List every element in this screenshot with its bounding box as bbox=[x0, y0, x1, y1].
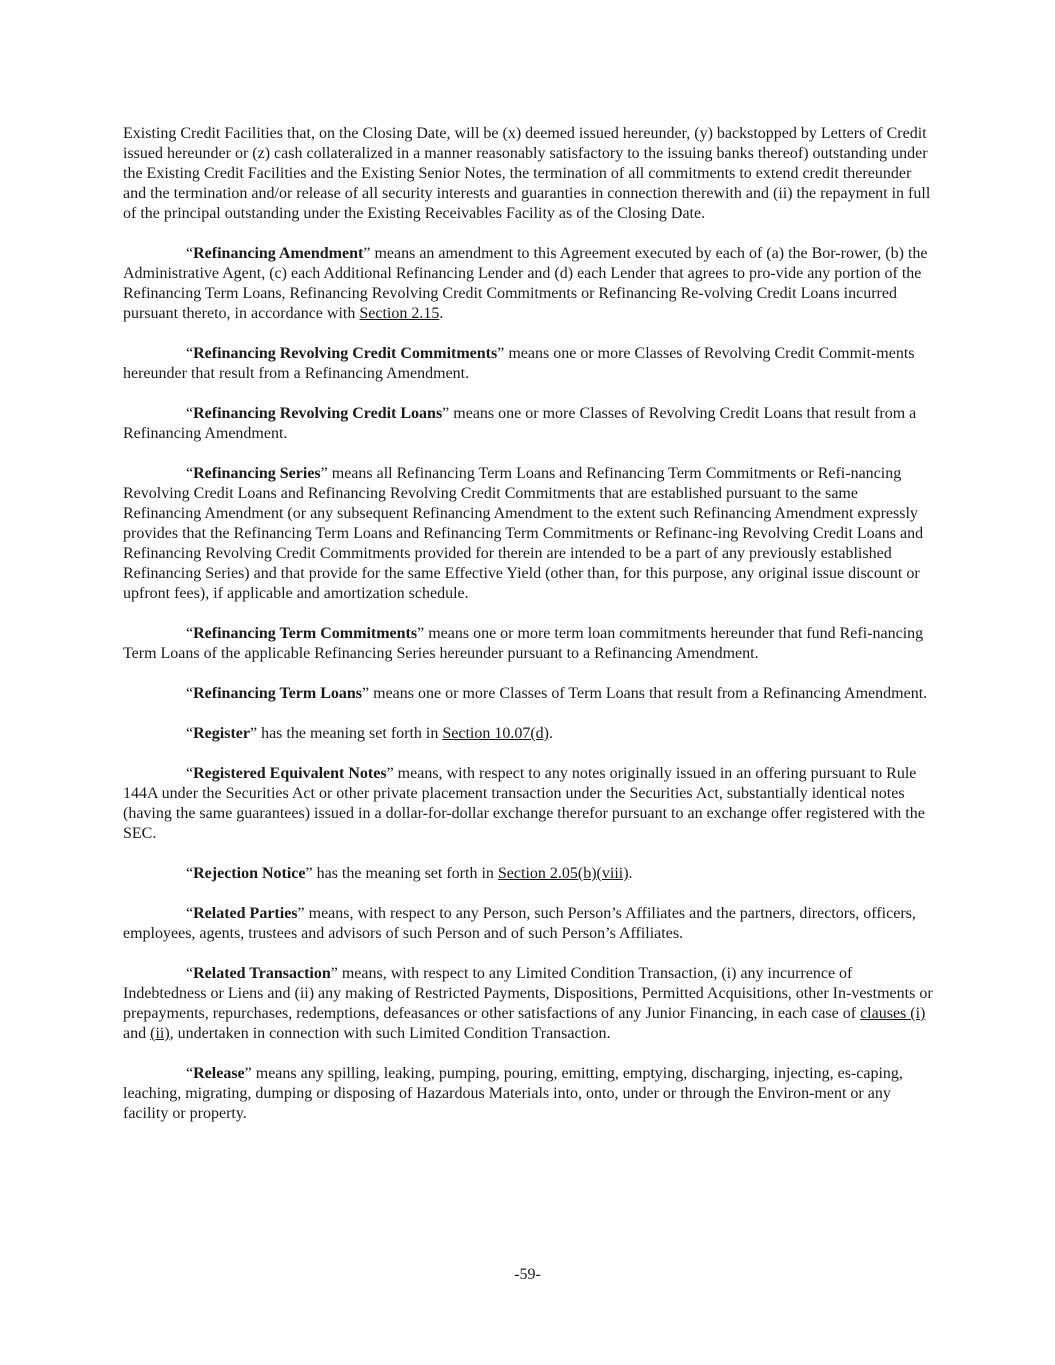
intro-paragraph: Existing Credit Facilities that, on the Closing Date, will be (x) deemed issued hereunder, (y) backstopped by Letters of Credit issued hereunder or (z) cash collateralized in a manner reasonably satisfactory to the issuing banks thereof) outstanding under the Existing Credit Facilities and the Existing Senior Notes, the termination of all commitments to extend credit thereunder and the termination and/or release of all security interests and guaranties in connection therewith and (ii) the repayment in full of the principal outstanding under the Existing Receivables Facility as of the Closing Date. bbox=[123, 125, 931, 222]
definition-refinancing-series bbox=[123, 464, 933, 604]
definition-mid: and bbox=[123, 1025, 151, 1042]
definition-tail: . bbox=[549, 725, 554, 742]
section-reference: Section 2.15 bbox=[359, 305, 440, 322]
definition-tail: . bbox=[439, 305, 444, 322]
open-quote: “ bbox=[186, 905, 194, 922]
page-number: -59- bbox=[514, 1266, 541, 1283]
definition-tail: . bbox=[628, 865, 633, 882]
definition-refinancing-revolving-credit-loans bbox=[123, 404, 933, 444]
open-quote: “ bbox=[186, 245, 194, 262]
definition-text: ” has the meaning set forth in bbox=[305, 865, 498, 882]
defined-term: Related Transaction bbox=[193, 965, 331, 982]
open-quote: “ bbox=[186, 1065, 194, 1082]
definition-refinancing-term-commitments bbox=[123, 624, 933, 664]
defined-term: Rejection Notice bbox=[193, 865, 306, 882]
clause-reference: clauses (i) bbox=[860, 1005, 926, 1022]
definition-register bbox=[123, 724, 933, 744]
defined-term: Refinancing Series bbox=[193, 465, 321, 482]
defined-term: Refinancing Revolving Credit Commitments bbox=[193, 345, 498, 362]
defined-term: Release bbox=[193, 1065, 245, 1082]
definition-release bbox=[123, 1064, 933, 1124]
definition-text: ” means, with respect to any Person, such Person’s Affiliates and the partners, directors, officers, employees, agents, trustees and advisors of such Person and of such Person’s Affiliates. bbox=[123, 905, 916, 942]
open-quote: “ bbox=[186, 685, 194, 702]
defined-term: Refinancing Revolving Credit Loans bbox=[193, 405, 443, 422]
open-quote: “ bbox=[186, 625, 194, 642]
definition-text: ” means one or more Classes of Term Loans that result from a Refinancing Amendment. bbox=[362, 685, 928, 702]
definition-related-parties bbox=[123, 904, 933, 944]
section-reference: Section 10.07(d) bbox=[442, 725, 550, 742]
defined-term: Register bbox=[193, 725, 250, 742]
open-quote: “ bbox=[186, 765, 194, 782]
open-quote: “ bbox=[186, 345, 194, 362]
clause-reference: (ii) bbox=[150, 1025, 170, 1042]
open-quote: “ bbox=[186, 725, 194, 742]
defined-term: Refinancing Term Commitments bbox=[193, 625, 418, 642]
definition-tail: , undertaken in connection with such Limited Condition Transaction. bbox=[169, 1025, 611, 1042]
definition-rejection-notice bbox=[123, 864, 933, 884]
definition-registered-equivalent-notes bbox=[123, 764, 933, 844]
definition-text: ” means one or more Classes of Revolving Credit Commit-ments hereunder that result from a Refinancing Amendment. bbox=[123, 345, 915, 382]
definition-text: ” means an amendment to this Agreement executed by each of (a) the Bor-rower, (b) the Administrative Agent, (c) each Additional Refinancing Lender and (d) each Lender that agrees to pro-vide any portion of the Refinancing Term Loans, Refinancing Revolving Credit Commitments or Refinancing Re-volving Credit Loans incurred pursuant thereto, in accordance with bbox=[123, 245, 928, 322]
section-reference: Section 2.05(b)(viii) bbox=[497, 865, 629, 882]
defined-term: Refinancing Term Loans bbox=[193, 685, 363, 702]
definition-text: ” means one or more Classes of Revolving Credit Loans that result from a Refinancing Amendment. bbox=[123, 405, 917, 442]
open-quote: “ bbox=[186, 965, 194, 982]
definition-related-transaction bbox=[123, 964, 933, 1044]
definition-refinancing-amendment bbox=[123, 244, 933, 324]
definition-refinancing-term-loans bbox=[123, 684, 933, 704]
definition-refinancing-revolving-credit-commitments bbox=[123, 344, 933, 384]
definition-text: ” means any spilling, leaking, pumping, pouring, emitting, emptying, discharging, injecting, es-caping, leaching, migrating, dumping or disposing of Hazardous Materials into, onto, under or through the Environ-ment or any facility or property. bbox=[123, 1065, 903, 1122]
defined-term: Refinancing Amendment bbox=[193, 245, 364, 262]
defined-term: Registered Equivalent Notes bbox=[193, 765, 387, 782]
document-page bbox=[123, 124, 933, 1144]
definition-text: ” means one or more term loan commitments hereunder that fund Refi-nancing Term Loans of the applicable Refinancing Series hereunder pursuant to a Refinancing Amendment. bbox=[123, 625, 924, 662]
definition-text: ” means, with respect to any Limited Condition Transaction, (i) any incurrence of Indebtedness or Liens and (ii) any making of Restricted Payments, Dispositions, Permitted Acquisitions, other In-vestments or prepayments, repurchases, redemptions, defeasances or other satisfactions of any Junior Financing, in each case of bbox=[123, 965, 933, 1022]
definition-text: ” means all Refinancing Term Loans and Refinancing Term Commitments or Refi-nancing Revolving Credit Loans and Refinancing Revolving Credit Commitments that are established pursuant to the same Refinancing Amendment (or any subsequent Refinancing Amendment to the extent such Refinancing Amendment expressly provides that the Refinancing Term Loans and Refinancing Term Commitments or Refinanc-ing Revolving Credit Loans and Refinancing Revolving Credit Commitments provided for therein are intended to be a part of any previously established Refinancing Series) and that provide for the same Effective Yield (other than, for this purpose, any original issue discount or upfront fees), if applicable and amortization schedule. bbox=[123, 465, 924, 602]
defined-term: Related Parties bbox=[193, 905, 298, 922]
definition-text: ” has the meaning set forth in bbox=[249, 725, 443, 742]
open-quote: “ bbox=[186, 865, 194, 882]
open-quote: “ bbox=[186, 405, 194, 422]
definition-text: ” means, with respect to any notes originally issued in an offering pursuant to Rule 144A under the Securities Act or other private placement transaction under the Securities Act, substantially identical notes (having the same guarantees) issued in a dollar-for-dollar exchange therefor pursuant to an exchange offer registered with the SEC. bbox=[123, 765, 925, 842]
open-quote: “ bbox=[186, 465, 194, 482]
